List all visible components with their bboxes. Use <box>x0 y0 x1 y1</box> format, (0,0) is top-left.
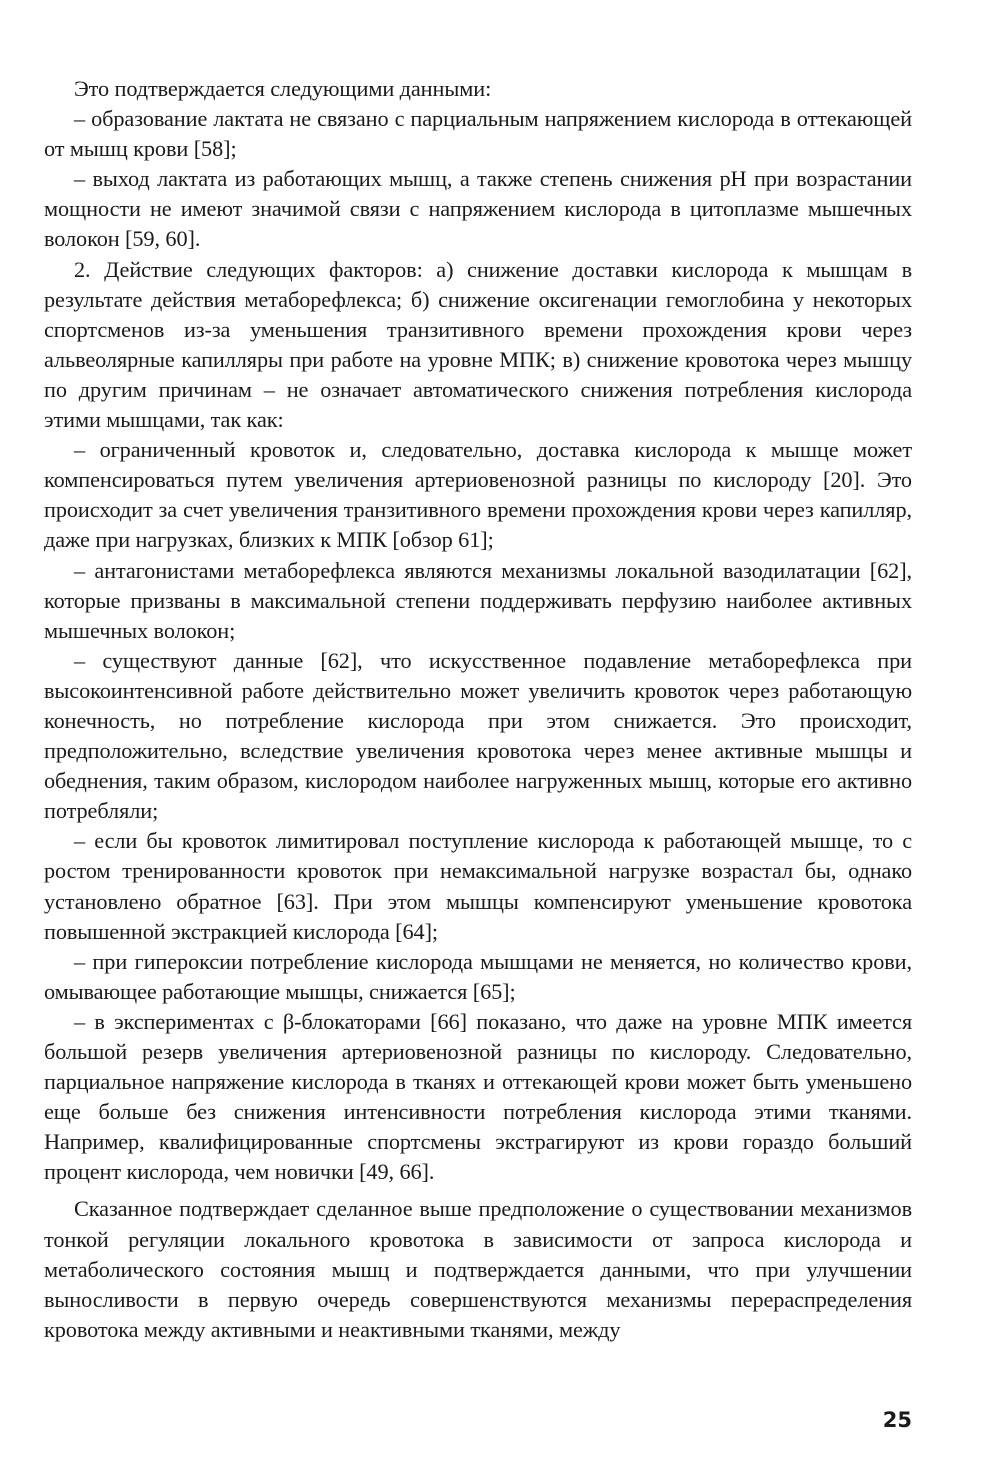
list-item-training-blood-flow: – если бы кровоток лимитировал поступление кислорода к работающей мышце, то с ростом тренированности кровоток при немаксимальной нагрузке возрастал бы, однако установлено обратное [63]. При этом мышцы компенсируют уменьшение кровотока повышенной экстракцией кислорода [64]; <box>44 828 912 944</box>
list-item-limited-blood-flow: – ограниченный кровоток и, следовательно, доставка кислорода к мышце может компенсироваться путем увеличения артериовенозной разницы по кислороду [20]. Это происходит за счет увеличения транзитивного времени прохождения крови через капилляр, даже при нагрузках, близких к МПК [обзор 61]; <box>44 437 912 553</box>
list-item-hyperoxia: – при гипероксии потребление кислорода мышцами не меняется, но количество крови, омывающее работающие мышцы, снижается [65]; <box>44 948 912 1004</box>
list-item-lactate-output: – выход лактата из работающих мышц, а также степень снижения pH при возрастании мощности не имеют значимой связи с напряжением кислорода в цитоплазме мышечных волокон [59, 60]. <box>44 166 912 252</box>
paragraph-factors: 2. Действие следующих факторов: а) снижение доставки кислорода к мышцам в результате действия метаборефлекса; б) снижение оксигенации гемоглобина у некоторых спортсменов из-за уменьшения транзитивного времени прохождения крови через альвеолярные капилляры при работе на уровне МПК; в) снижение кровотока через мышцу по другим причинам – не означает автоматического снижения потребления кислорода этими мышцами, так как: <box>44 256 912 433</box>
list-item-beta-blockers: – в экспериментах с β-блокаторами [66] показано, что даже на уровне МПК имеется большой резерв увеличения артериовенозной разницы по кислороду. Следовательно, парциальное напряжение кислорода в тканях и оттекающей крови может быть уменьшено еще больше без снижения интенсивности потребления кислорода этими тканями. Например, квалифицированные спортсмены экстрагируют из крови гораздо больший процент кислорода, чем новички [49, 66]. <box>44 1008 912 1185</box>
list-item-metaboreflex-suppression: – существуют данные [62], что искусственное подавление метаборефлекса при высокоинтенсивной работе действительно может увеличить кровоток через работающую конечность, но потребление кислорода при этом снижается. Это происходит, предположительно, вследствие увеличения кровотока через менее активные мышцы и обеднения, таким образом, кислородом наиболее нагруженных мышц, которые его активно потребляли; <box>44 647 912 824</box>
list-item-lactate-formation: – образование лактата не связано с парциальным напряжением кислорода в оттекающей от мышц крови [58]; <box>44 106 912 162</box>
list-item-metaboreflex-antagonists: – антагонистами метаборефлекса являются механизмы локальной вазодилатации [62], которые призваны в максимальной степени поддерживать перфузию наиболее активных мышечных волокон; <box>44 557 912 643</box>
paragraph-intro: Это подтверждается следующими данными: <box>74 76 492 101</box>
body-text <box>44 74 912 1345</box>
paragraph-conclusion: Сказанное подтверждает сделанное выше предположение о существовании механизмов тонкой регуляции локального кровотока в зависимости от запроса кислорода и метаболического состояния мышц и подтверждается данными, что при улучшении выносливости в первую очередь совершенствуются механизмы перераспределения кровотока между активными и неактивными тканями, между <box>44 1196 912 1342</box>
page-number: 25 <box>882 1408 912 1432</box>
